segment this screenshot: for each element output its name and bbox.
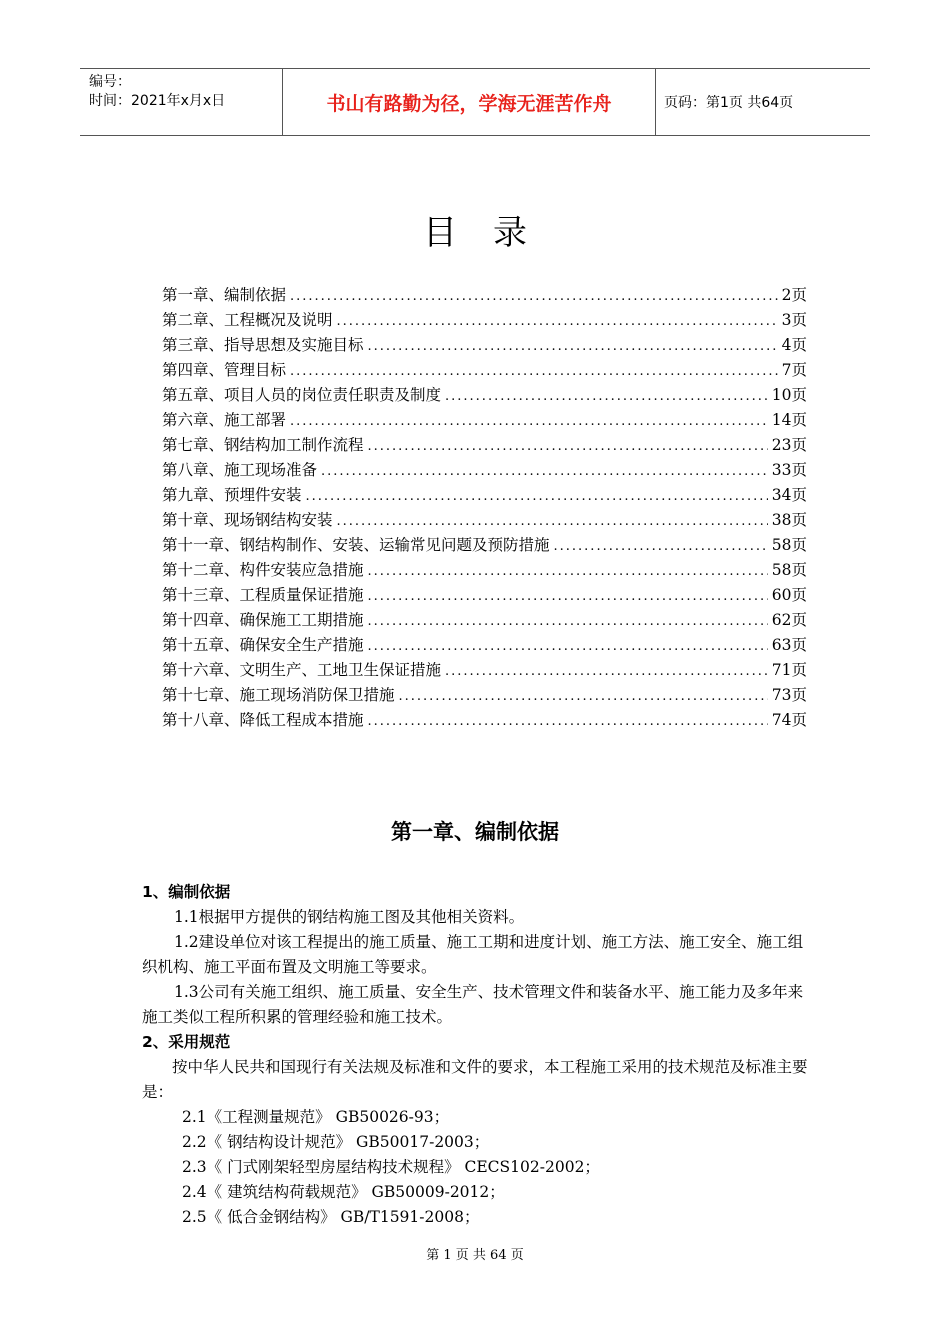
toc-item-title: 第十八章、降低工程成本措施 xyxy=(162,711,364,729)
toc-item[interactable] xyxy=(162,633,807,658)
paragraph: 1.3公司有关施工组织、施工质量、安全生产、技术管理文件和装备水平、施工能力及多年来施工类似工程所积累的管理经验和施工技术。 xyxy=(142,983,804,1026)
toc-item-title: 第九章、预埋件安装 xyxy=(162,486,302,504)
toc-item-title: 第三章、指导思想及实施目标 xyxy=(162,336,364,354)
toc-leader-dots xyxy=(368,634,768,658)
toc-leader-dots xyxy=(321,459,768,483)
toc-item-page: 58页 xyxy=(771,561,807,579)
paragraph: 1.2建设单位对该工程提出的施工质量、施工工期和进度计划、施工方法、施工安全、施工组织机构、施工平面布置及文明施工等要求。 xyxy=(142,933,804,976)
chapter-title: 第一章、编制依据 xyxy=(391,820,559,844)
toc-leader-dots xyxy=(554,534,768,558)
standard-item: 2.3《 门式刚架轻型房屋结构技术规程》 CECS102-2002； xyxy=(182,1158,600,1176)
toc-item-page: 58页 xyxy=(771,536,807,554)
toc-item-title: 第十四章、确保施工工期措施 xyxy=(162,611,364,629)
toc-leader-dots xyxy=(399,684,768,708)
toc-item[interactable] xyxy=(162,683,807,708)
toc-item[interactable] xyxy=(162,433,807,458)
toc-item[interactable] xyxy=(162,283,807,308)
toc-item-title: 第二章、工程概况及说明 xyxy=(162,311,333,329)
toc-leader-dots xyxy=(368,559,768,583)
toc-item[interactable] xyxy=(162,383,807,408)
paragraph: 按中华人民共和国现行有关法规及标准和文件的要求，本工程施工采用的技术规范及标准主要是： xyxy=(142,1058,808,1101)
toc-leader-dots xyxy=(290,409,768,433)
toc-leader-dots xyxy=(445,384,768,408)
toc-leader-dots xyxy=(337,309,778,333)
toc-leader-dots xyxy=(368,584,768,608)
toc-item-page: 62页 xyxy=(771,611,807,629)
toc-leader-dots xyxy=(290,359,778,383)
chapter-body xyxy=(142,880,812,1230)
toc-item[interactable] xyxy=(162,708,807,733)
toc-item-title: 第十三章、工程质量保证措施 xyxy=(162,586,364,604)
toc-item-title: 第十章、现场钢结构安装 xyxy=(162,511,333,529)
page-footer: 第 1 页 共 64 页 xyxy=(426,1248,524,1263)
toc-leader-dots xyxy=(368,434,768,458)
toc-item-title: 第七章、钢结构加工制作流程 xyxy=(162,436,364,454)
toc-leader-dots xyxy=(368,334,778,358)
toc-item[interactable] xyxy=(162,558,807,583)
toc-item-title: 第十六章、文明生产、工地卫生保证措施 xyxy=(162,661,442,679)
header-page-info: 页码：第1页 共64页 xyxy=(664,95,794,111)
toc-leader-dots xyxy=(445,659,768,683)
toc-item-title: 第十一章、钢结构制作、安装、运输常见问题及预防措施 xyxy=(162,536,550,554)
standard-item: 2.2《 钢结构设计规范》 GB50017-2003； xyxy=(182,1133,490,1151)
toc-item[interactable] xyxy=(162,308,807,333)
paragraph: 1.1根据甲方提供的钢结构施工图及其他相关资料。 xyxy=(174,908,525,926)
toc-item-title: 第五章、项目人员的岗位责任职责及制度 xyxy=(162,386,442,404)
standard-item: 2.4《 建筑结构荷载规范》 GB50009-2012； xyxy=(182,1183,505,1201)
toc-item-page: 4页 xyxy=(781,336,807,354)
toc-item-page: 7页 xyxy=(781,361,807,379)
toc-item[interactable] xyxy=(162,358,807,383)
toc-item-page: 3页 xyxy=(781,311,807,329)
header-meta xyxy=(80,69,282,135)
toc-item-page: 14页 xyxy=(771,411,807,429)
toc-item-page: 73页 xyxy=(771,686,807,704)
toc-item-title: 第六章、施工部署 xyxy=(162,411,287,429)
toc-item-page: 71页 xyxy=(771,661,807,679)
table-of-contents xyxy=(162,283,807,733)
toc-leader-dots xyxy=(290,284,778,308)
toc-item[interactable] xyxy=(162,458,807,483)
standard-item: 2.1《工程测量规范》 GB50026-93； xyxy=(182,1108,450,1126)
toc-item-page: 23页 xyxy=(771,436,807,454)
toc-leader-dots xyxy=(368,609,768,633)
section-heading-1: 1、编制依据 xyxy=(142,883,231,901)
toc-title: 目录 xyxy=(423,213,563,253)
page-header xyxy=(80,68,870,136)
toc-item-title: 第十五章、确保安全生产措施 xyxy=(162,636,364,654)
toc-item-page: 33页 xyxy=(771,461,807,479)
document-number-label: 编号： xyxy=(89,74,131,90)
header-motto: 书山有路勤为径，学海无涯苦作舟 xyxy=(282,69,656,135)
toc-item[interactable] xyxy=(162,608,807,633)
toc-leader-dots xyxy=(337,509,768,533)
section-heading-2: 2、采用规范 xyxy=(142,1033,231,1051)
toc-item-page: 38页 xyxy=(771,511,807,529)
toc-item[interactable] xyxy=(162,333,807,358)
document-date: 时间：2021年x月x日 xyxy=(89,93,226,109)
toc-item-page: 34页 xyxy=(771,486,807,504)
toc-item-title: 第一章、编制依据 xyxy=(162,286,287,304)
standard-item: 2.5《 低合金钢结构》 GB/T1591-2008； xyxy=(182,1208,480,1226)
toc-item[interactable] xyxy=(162,533,807,558)
toc-item-title: 第十七章、施工现场消防保卫措施 xyxy=(162,686,395,704)
toc-item[interactable] xyxy=(162,408,807,433)
toc-item-page: 10页 xyxy=(771,386,807,404)
toc-item-page: 74页 xyxy=(771,711,807,729)
toc-item-title: 第十二章、构件安装应急措施 xyxy=(162,561,364,579)
toc-item-page: 2页 xyxy=(781,286,807,304)
toc-item-page: 63页 xyxy=(771,636,807,654)
toc-leader-dots xyxy=(306,484,768,508)
toc-item[interactable] xyxy=(162,658,807,683)
toc-item-page: 60页 xyxy=(771,586,807,604)
toc-item-title: 第八章、施工现场准备 xyxy=(162,461,318,479)
toc-item[interactable] xyxy=(162,583,807,608)
toc-item-title: 第四章、管理目标 xyxy=(162,361,287,379)
toc-leader-dots xyxy=(368,709,768,733)
toc-item[interactable] xyxy=(162,483,807,508)
toc-item[interactable] xyxy=(162,508,807,533)
